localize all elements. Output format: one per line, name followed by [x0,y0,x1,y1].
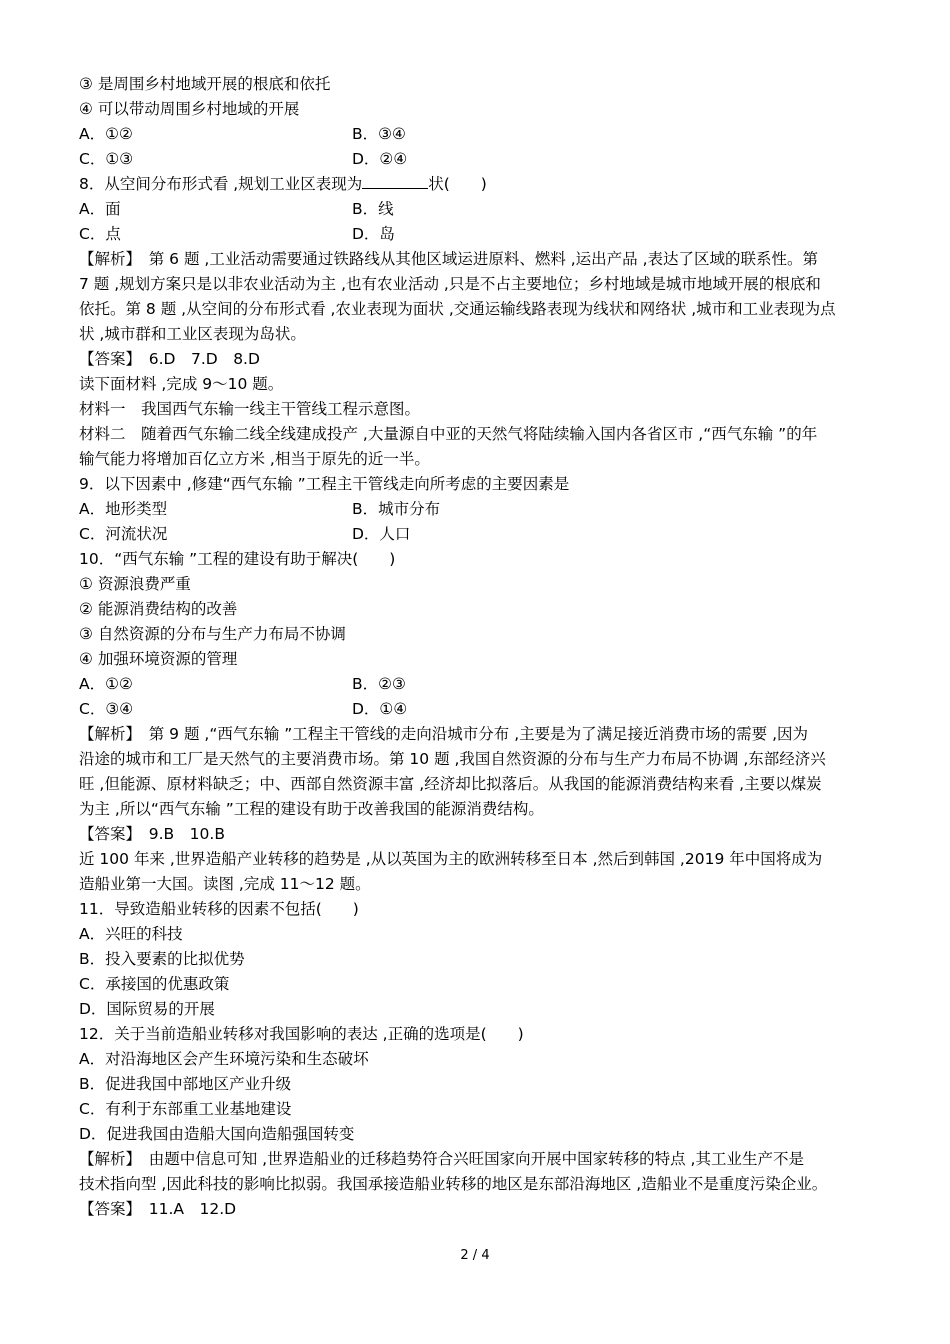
question-8 [79,173,487,195]
option-b: B．投入要素的比拟优势 [79,950,245,968]
text-line: ③ 自然资源的分布与生产力布局不协调 [79,625,346,643]
option-a: A．兴旺的科技 [79,925,183,943]
fill-blank [362,174,428,189]
text-line: 造船业第一大国。读图 ,完成 11～12 题。 [79,875,371,893]
question-9: 9．以下因素中 ,修建“西气东输 ”工程主干管线走向所考虑的主要因素是 [79,475,570,493]
text-line: ② 能源消费结构的改善 [79,600,238,618]
text-line: ④ 可以带动周围乡村地域的开展 [79,100,300,118]
option-c: C．点 [79,225,121,243]
analysis-line: 沿途的城市和工厂是天然气的主要消费市场。第 10 题 ,我国自然资源的分布与生产力布局不协调 ,东部经济兴 [79,750,826,768]
option-b: B．②③ [352,675,406,693]
option-d: D．岛 [352,225,395,243]
page-number: 2 / 4 [460,1248,490,1263]
analysis-line: 【解析】 由题中信息可知 ,世界造船业的迁移趋势符合兴旺国家向开展中国家转移的特点 ,其工业生产不是 [79,1150,804,1168]
option-c: C．河流状况 [79,525,168,543]
option-b: B．促进我国中部地区产业升级 [79,1075,292,1093]
option-b: B．线 [352,200,394,218]
analysis-line: 【解析】 第 6 题 ,工业活动需要通过铁路线从其他区域运进原料、燃料 ,运出产品 ,表达了区域的联系性。第 [79,250,819,268]
option-c: C．③④ [79,700,134,718]
option-a: A．①② [79,675,133,693]
option-d: D．国际贸易的开展 [79,1000,215,1018]
answer-line: 【答案】 11.A 12.D [79,1200,237,1218]
option-b: B．③④ [352,125,406,143]
option-d: D．②④ [352,150,408,168]
material-line: 材料一 我国西气东输一线主干管线工程示意图。 [79,400,421,418]
option-a: A．①② [79,125,133,143]
option-b: B．城市分布 [352,500,441,518]
answer-line: 【答案】 9.B 10.B [79,825,225,843]
analysis-line: 技术指向型 ,因此科技的影响比拟弱。我国承接造船业转移的地区是东部沿海地区 ,造船业不是重度污染企业。 [79,1175,828,1193]
option-a: A．对沿海地区会产生环境污染和生态破坏 [79,1050,369,1068]
option-a: A．地形类型 [79,500,168,518]
analysis-line: 【解析】 第 9 题 ,“西气东输 ”工程主干管线的走向沿城市分布 ,主要是为了满足接近消费市场的需要 ,因为 [79,725,809,743]
question-12: 12．关于当前造船业转移对我国影响的表达 ,正确的选项是( ) [79,1025,524,1043]
option-c: C．①③ [79,150,134,168]
analysis-line: 旺 ,但能源、原材料缺乏；中、西部自然资源丰富 ,经济却比拟落后。从我国的能源消费结构来看 ,主要以煤炭 [79,775,822,793]
analysis-line: 状 ,城市群和工业区表现为岛状。 [79,325,306,343]
analysis-line: 7 题 ,规划方案只是以非农业活动为主 ,也有农业活动 ,只是不占主要地位；乡村地域是城市地域开展的根底和 [79,275,821,293]
option-a: A．面 [79,200,121,218]
question-8-stem: 8．从空间分布形式看 ,规划工业区表现为 [79,175,363,193]
text-line: ④ 加强环境资源的管理 [79,650,238,668]
question-10: 10．“西气东输 ”工程的建设有助于解决( ) [79,550,396,568]
text-line: 近 100 年来 ,世界造船产业转移的趋势是 ,从以英国为主的欧洲转移至日本 ,然后到韩国 ,2019 年中国将成为 [79,850,823,868]
analysis-line: 依托。第 8 题 ,从空间的分布形式看 ,农业表现为面状 ,交通运输线路表现为线状和网络状 ,城市和工业表现为点 [79,300,836,318]
analysis-line: 为主 ,所以“西气东输 ”工程的建设有助于改善我国的能源消费结构。 [79,800,544,818]
answer-line: 【答案】 6.D 7.D 8.D [79,350,260,368]
question-8-tail: 状( ) [428,175,487,193]
option-c: C．承接国的优惠政策 [79,975,230,993]
text-line: ① 资源浪费严重 [79,575,191,593]
question-11: 11．导致造船业转移的因素不包括( ) [79,900,359,918]
option-d: D．促进我国由造船大国向造船强国转变 [79,1125,355,1143]
option-c: C．有利于东部重工业基地建设 [79,1100,292,1118]
material-line: 输气能力将增加百亿立方米 ,相当于原先的近一半。 [79,450,430,468]
option-d: D．①④ [352,700,408,718]
material-line: 材料二 随着西气东输二线全线建成投产 ,大量源自中亚的天然气将陆续输入国内各省区市 ,“西气东输 ”的年 [79,425,818,443]
option-d: D．人口 [352,525,411,543]
text-line: ③ 是周围乡村地域开展的根底和依托 [79,75,331,93]
text-line: 读下面材料 ,完成 9～10 题。 [79,375,284,393]
